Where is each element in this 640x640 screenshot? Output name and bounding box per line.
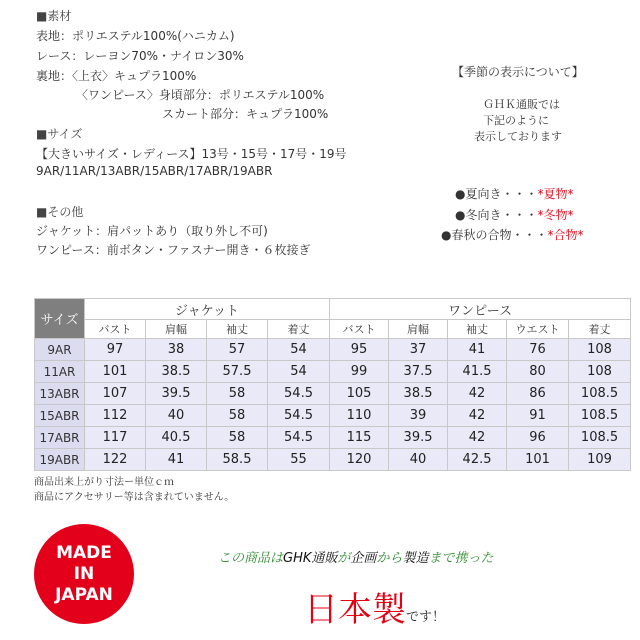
other-line-jacket: ジャケット：肩パットあり（取り外し不可) [36,224,268,238]
season-winter-label: ●冬向き・・・ [455,208,538,222]
table-cell: 42.5 [448,449,507,471]
made-in-japan-badge [34,524,134,624]
table-cell: 115 [330,427,389,449]
table-group-dress: ワンピース [330,299,631,320]
table-cell: 108.5 [569,383,631,405]
badge-line-in: IN [73,563,95,584]
other-line-dress: ワンピース：前ボタン・ファスナー開き・６枚接ぎ [36,243,311,257]
table-cell: 86 [507,383,569,405]
table-cell: 120 [330,449,389,471]
table-row [35,405,631,427]
season-summer-label: ●夏向き・・・ [455,187,538,201]
season-summer-mark: *夏物* [537,187,574,201]
table-row [35,427,631,449]
col-jacket-length: 着丈 [268,320,330,339]
pitch-c: が [337,551,351,566]
table-cell: 54 [268,361,330,383]
sizes-line-range: 【大きいサイズ・レディース】13号・15号・17号・19号 [36,147,347,161]
row-size-label: 17ABR [35,427,85,449]
table-cell: 54.5 [268,427,330,449]
table-cell: 40 [389,449,448,471]
other-heading: ■その他 [36,205,84,219]
table-cell: 109 [569,449,631,471]
table-cell: 112 [85,405,146,427]
table-row [35,339,631,361]
table-cell: 99 [330,361,389,383]
table-cell: 105 [330,383,389,405]
size-table [34,298,631,471]
table-cell: 58.5 [207,449,268,471]
table-cell: 42 [448,405,507,427]
table-cell: 76 [507,339,569,361]
season-midseason-label: ●春秋の合物・・・ [441,228,548,242]
col-jacket-sleeve: 袖丈 [207,320,268,339]
table-cell: 40.5 [146,427,207,449]
table-cell: 54.5 [268,405,330,427]
table-group-header-row [35,299,631,320]
pitch-g: まで携った [428,551,494,566]
season-desc-3: 表示しております [474,130,562,143]
col-jacket-shoulder: 肩幅 [146,320,207,339]
table-cell: 39 [389,405,448,427]
material-line-dress-body: 〈ワンピース〉身頃部分：ポリエステル100% [76,88,325,102]
col-dress-waist: ウエスト [507,320,569,339]
table-cell: 108.5 [569,405,631,427]
table-cell: 110 [330,405,389,427]
season-item-winter [455,206,574,223]
table-cell: 40 [146,405,207,427]
table-cell: 101 [507,449,569,471]
col-dress-bust: バスト [330,320,389,339]
note-accessories: 商品にアクセサリー等は含まれていません。 [34,492,235,503]
col-jacket-bust: バスト [85,320,146,339]
material-line-dress-skirt: スカート部分：キュプラ100% [162,107,329,121]
table-cell: 58 [207,383,268,405]
sizes-line-codes: 9AR/11AR/13ABR/15ABR/17ABR/19ABR [36,164,273,178]
badge-line-japan: JAPAN [55,584,113,605]
table-cell: 58 [207,427,268,449]
material-line-outer: 表地：ポリエステル100%(ハニカム) [36,29,235,43]
table-cell: 37 [389,339,448,361]
pitch-d: 企画 [350,551,377,566]
table-cell: 117 [85,427,146,449]
pitch-e: から [376,551,403,566]
col-dress-length: 着丈 [569,320,631,339]
table-cell: 80 [507,361,569,383]
season-desc-1: ＧＨＫ通販では [483,98,560,111]
row-size-label: 15ABR [35,405,85,427]
table-group-jacket: ジャケット [85,299,330,320]
made-in-japan-big: 日本製 [304,590,406,630]
table-cell: 39.5 [389,427,448,449]
material-line-lace: レース：レーヨン70%・ナイロン30% [36,49,244,63]
season-winter-mark: *冬物* [537,208,574,222]
season-item-spring-autumn [441,226,584,243]
note-units: 商品出来上がり寸法ー単位ｃｍ [34,477,174,488]
table-cell: 41.5 [448,361,507,383]
col-dress-sleeve: 袖丈 [448,320,507,339]
made-in-japan-pitch [218,547,493,566]
made-in-japan-title [304,582,445,631]
row-size-label: 13ABR [35,383,85,405]
material-heading: ■素材 [36,9,72,23]
table-cell: 54 [268,339,330,361]
table-cell: 101 [85,361,146,383]
table-size-header: サイズ [35,299,85,339]
table-cell: 57 [207,339,268,361]
season-desc-2: 下記のように [483,114,549,127]
table-cell: 96 [507,427,569,449]
table-cell: 41 [146,449,207,471]
table-cell: 108 [569,361,631,383]
table-cell: 38.5 [146,361,207,383]
table-row [35,449,631,471]
pitch-b: GHK通販 [283,551,338,566]
row-size-label: 11AR [35,361,85,383]
table-cell: 42 [448,383,507,405]
table-cell: 38.5 [389,383,448,405]
table-row [35,383,631,405]
col-dress-shoulder: 肩幅 [389,320,448,339]
table-cell: 97 [85,339,146,361]
row-size-label: 9AR [35,339,85,361]
table-cell: 38 [146,339,207,361]
table-cell: 108.5 [569,427,631,449]
season-title: 【季節の表示について】 [452,65,584,79]
badge-line-made: MADE [56,542,112,563]
table-cell: 55 [268,449,330,471]
table-cell: 37.5 [389,361,448,383]
season-midseason-mark: *合物* [547,228,584,242]
table-cell: 58 [207,405,268,427]
sizes-heading: ■サイズ [36,127,83,141]
table-cell: 41 [448,339,507,361]
table-row [35,361,631,383]
table-cell: 42 [448,427,507,449]
table-cell: 108 [569,339,631,361]
table-cell: 122 [85,449,146,471]
table-cell: 39.5 [146,383,207,405]
pitch-f: 製造 [402,551,429,566]
table-cell: 57.5 [207,361,268,383]
table-cell: 95 [330,339,389,361]
material-line-lining: 裏地：〈上衣〉キュプラ100% [36,69,197,83]
table-cell: 54.5 [268,383,330,405]
season-item-summer [455,185,574,202]
made-in-japan-suffix: です！ [406,610,446,625]
table-cell: 91 [507,405,569,427]
table-column-header-row [35,320,631,339]
row-size-label: 19ABR [35,449,85,471]
pitch-a: この商品は [218,551,284,566]
table-cell: 107 [85,383,146,405]
